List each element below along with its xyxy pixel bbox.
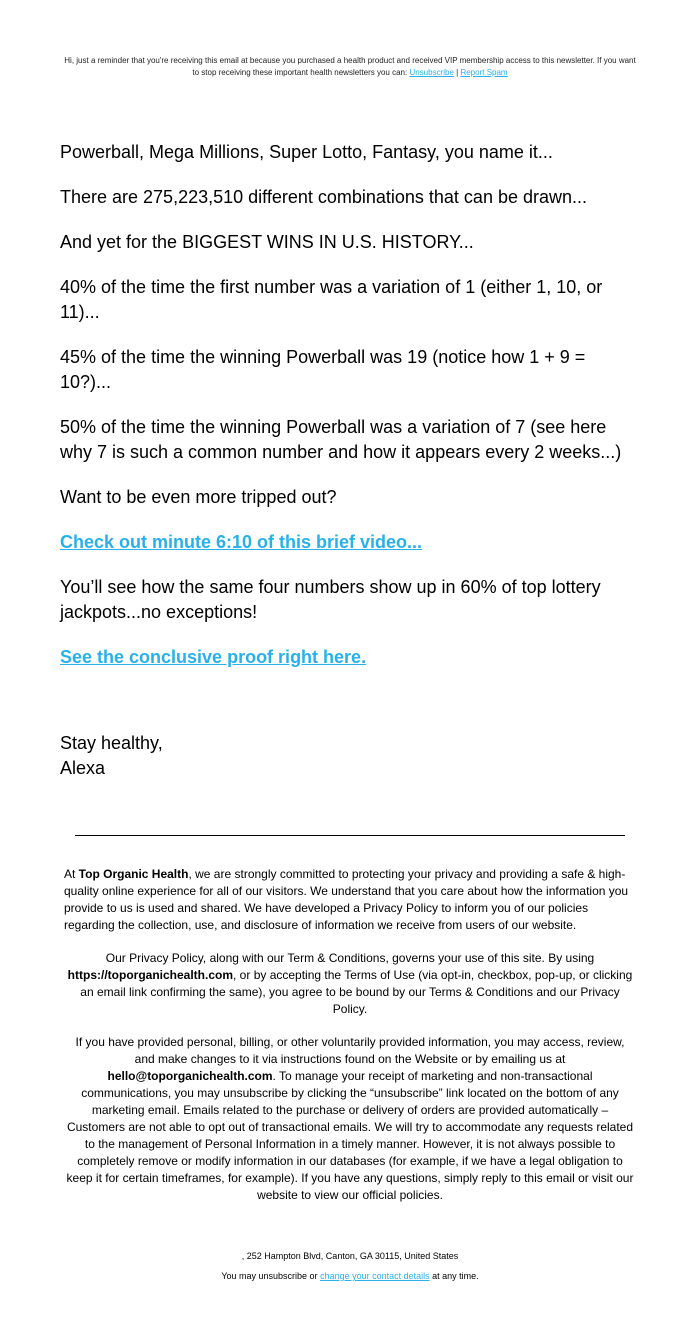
legal-text: If you have provided personal, billing, or other voluntarily provided information, you may access, review, and make changes to it via instructions found on the Website or by emailing us at (75, 1035, 625, 1066)
legal-text: , we are strongly committed to protecting your privacy and providing a safe & high-quality online experience for all of our visitors. We understand that you care about how the information you provide to us is used and shared. We have developed a Privacy Policy to inform you of our policies regarding the collection, use, and disclosure of information we receive from users of our website. (64, 867, 629, 932)
body-paragraph-4: 40% of the time the first number was a variation of 1 (either 1, 10, or 11)... (60, 277, 603, 322)
body-paragraph-1: Powerball, Mega Millions, Super Lotto, Fantasy, you name it... (60, 142, 553, 162)
footer-text: You may unsubscribe or (221, 1271, 321, 1281)
legal-paragraph-3 (64, 1034, 636, 1204)
video-link-paragraph (60, 530, 630, 555)
footer-text: at any time. (429, 1271, 479, 1281)
body-paragraph-5: 45% of the time the winning Powerball was 19 (notice how 1 + 9 = 10?)... (60, 347, 586, 392)
divider (75, 835, 625, 836)
site-url: https://toporganichealth.com (67, 968, 234, 982)
email-body (60, 140, 630, 690)
unsubscribe-link[interactable]: Unsubscribe (409, 68, 454, 77)
signoff-name: Alexa (60, 758, 106, 778)
proof-link-paragraph (60, 645, 630, 670)
body-paragraph-3: And yet for the BIGGEST WINS IN U.S. HISTORY... (60, 232, 474, 252)
body-paragraph-8: You’ll see how the same four numbers show up in 60% of top lottery jackpots...no exceptions! (60, 577, 601, 622)
contact-email: hello@toporganichealth.com (107, 1069, 273, 1083)
top-notice (60, 55, 640, 79)
notice-separator: | (456, 68, 459, 77)
change-contact-link[interactable]: change your contact details (320, 1271, 430, 1281)
legal-paragraph-2 (64, 950, 636, 1018)
proof-link[interactable]: See the conclusive proof right here. (60, 647, 367, 667)
signoff (60, 731, 163, 781)
video-link[interactable]: Check out minute 6:10 of this brief video... (60, 532, 423, 552)
legal-text: Our Privacy Policy, along with our Term & Conditions, governs your use of this site. By using (105, 951, 595, 965)
body-paragraph-6: 50% of the time the winning Powerball was a variation of 7 (see here why 7 is such a common number and how it appears every 2 weeks...) (60, 417, 622, 462)
notice-text: Hi, just a reminder that you're receiving this email at because you purchased a health product and received VIP membership access to this newsletter. If you want to stop receiving these important health newsletters you can: (64, 56, 636, 77)
body-paragraph-7: Want to be even more tripped out? (60, 487, 337, 507)
footer-address: , 252 Hampton Blvd, Canton, GA 30115, United States (241, 1251, 459, 1261)
report-spam-link[interactable]: Report Spam (460, 68, 508, 77)
body-paragraph-2: There are 275,223,510 different combinations that can be drawn... (60, 187, 588, 207)
signoff-greeting: Stay healthy, (60, 733, 163, 753)
legal-text: . To manage your receipt of marketing and non-transactional communications, you may unsubscribe by clicking the “unsubscribe” link located on the bottom of any marketing email. Emails related to the purchase or delivery of orders are provided automatically – Customers are not able to opt out of transactional emails. We will try to accommodate any requests related to the management of Personal Information in a timely manner. However, it is not always possible to completely remove or modify information in our databases (for example, if we have a legal obligation to keep it for certain timeframes, for example). If you have any questions, simply reply to this email or visit our website to view our official policies. (66, 1069, 634, 1202)
legal-text: At (64, 867, 79, 881)
legal-paragraph-1 (64, 866, 636, 934)
company-name: Top Organic Health (78, 867, 189, 881)
legal-text: , or by accepting the Terms of Use (via opt-in, checkbox, pop-up, or clicking an email link confirming the same), you agree to be bound by our Terms & Conditions and our Privacy Policy. (80, 968, 633, 1016)
footer-unsubscribe (0, 1270, 700, 1282)
